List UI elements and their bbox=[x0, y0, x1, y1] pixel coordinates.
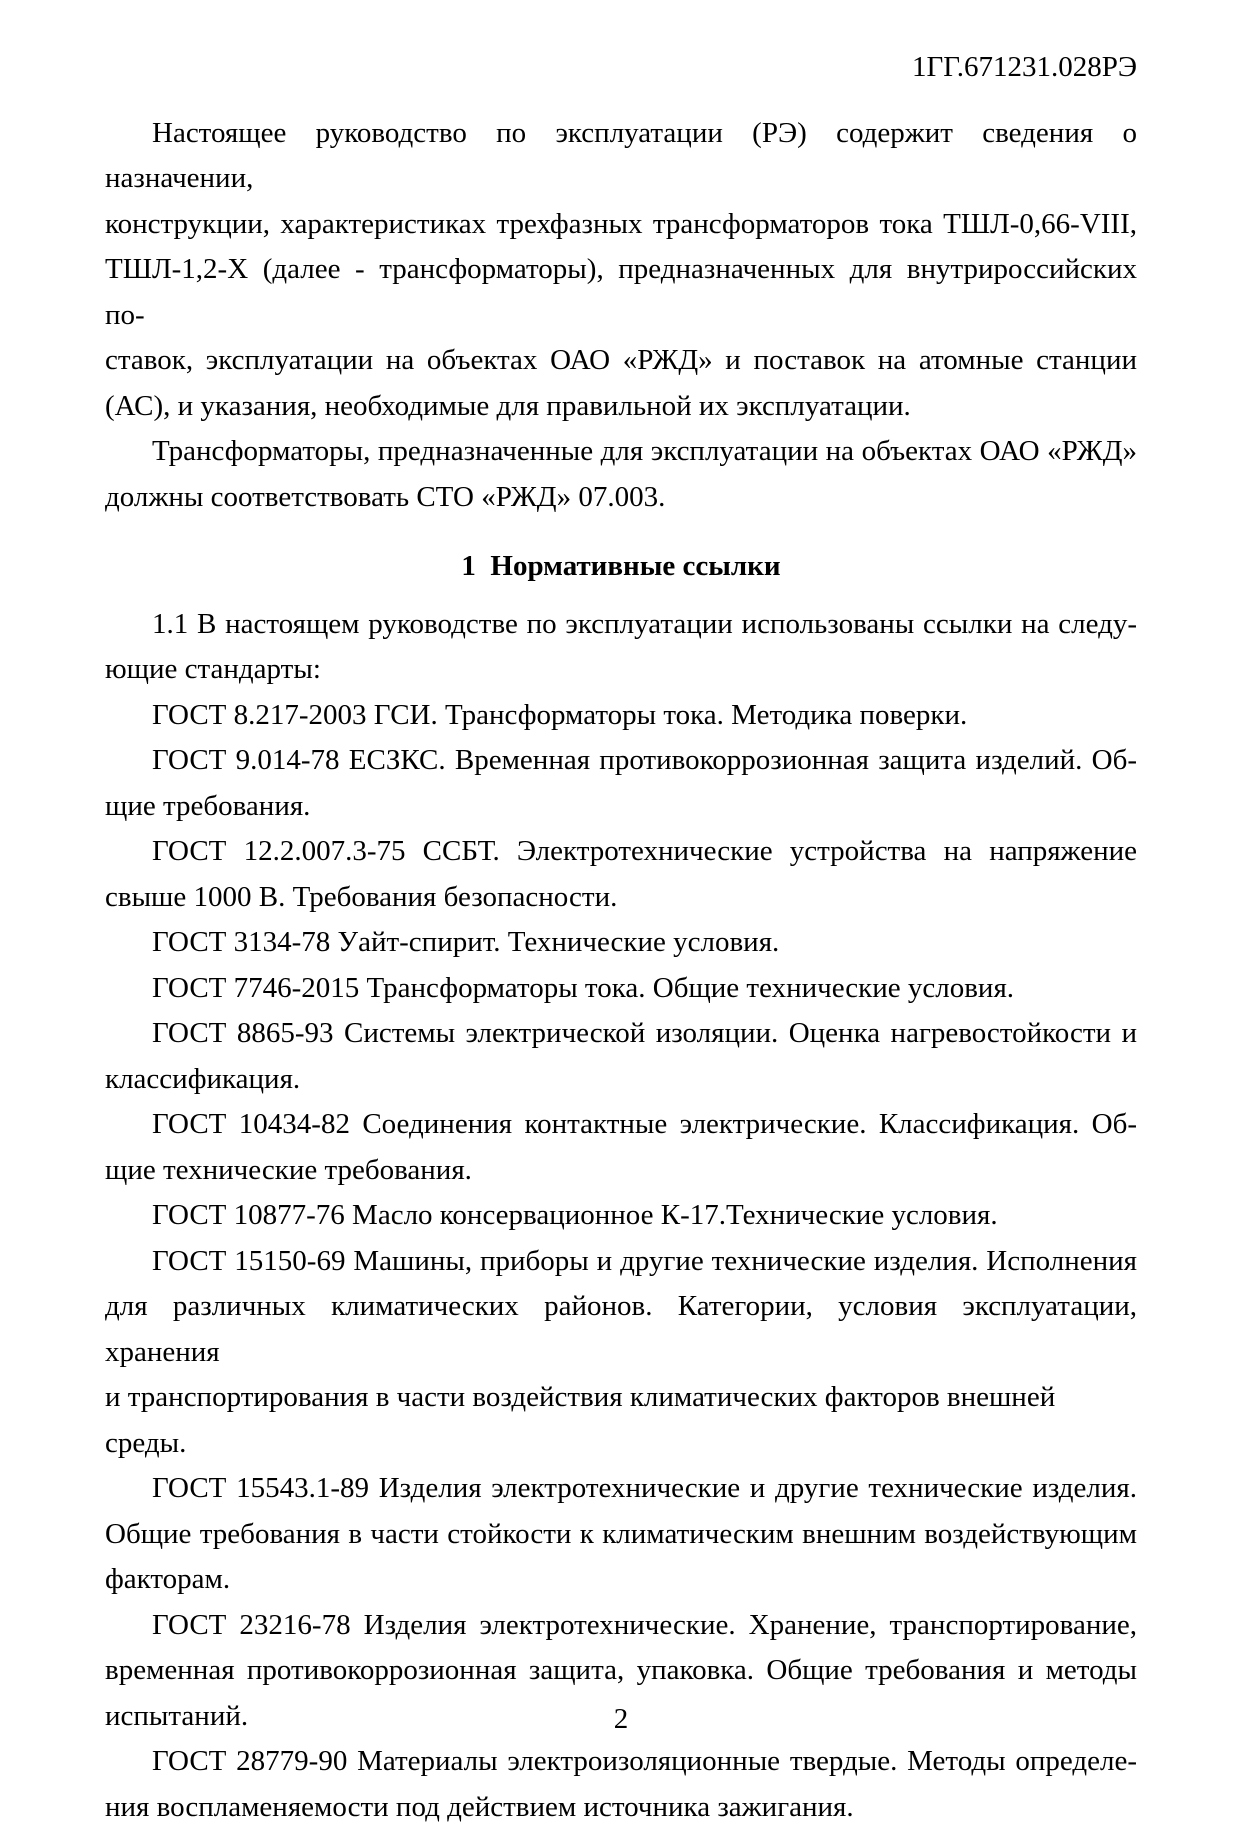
paragraph bbox=[105, 429, 1137, 520]
text-line: ГОСТ 8865-93 Системы электрической изоляции. Оценка нагревостойкости и bbox=[105, 1011, 1137, 1057]
paragraph bbox=[105, 693, 1137, 739]
paragraph bbox=[105, 602, 1137, 693]
text-line: щие технические требования. bbox=[105, 1148, 1137, 1194]
paragraph bbox=[105, 1102, 1137, 1193]
paragraph bbox=[105, 829, 1137, 920]
text-line: для различных климатических районов. Категории, условия эксплуатации, хранения bbox=[105, 1284, 1137, 1375]
text-line: ГОСТ 8.217-2003 ГСИ. Трансформаторы тока. Методика поверки. bbox=[105, 693, 1137, 739]
text-line: 1.1 В настоящем руководстве по эксплуатации использованы ссылки на следу- bbox=[105, 602, 1137, 648]
text-line: Общие требования в части стойкости к климатическим внешним воздействующим bbox=[105, 1512, 1137, 1558]
text-line: ГОСТ 28779-90 Материалы электроизоляционные твердые. Методы определе- bbox=[105, 1739, 1137, 1785]
paragraph bbox=[105, 738, 1137, 829]
paragraph bbox=[105, 1011, 1137, 1102]
paragraph bbox=[105, 966, 1137, 1012]
paragraph bbox=[105, 1466, 1137, 1603]
text-line: ГОСТ 23216-78 Изделия электротехнические. Хранение, транспортирование, bbox=[105, 1603, 1137, 1649]
text-line: временная противокоррозионная защита, упаковка. Общие требования и методы bbox=[105, 1648, 1137, 1694]
text-line: Настоящее руководство по эксплуатации (РЭ) содержит сведения о назначении, bbox=[105, 111, 1137, 202]
text-line: ГОСТ 9.014-78 ЕСЗКС. Временная противокоррозионная защита изделий. Об- bbox=[105, 738, 1137, 784]
text-line: (АС), и указания, необходимые для правильной их эксплуатации. bbox=[105, 384, 1137, 430]
text-line: и транспортирования в части воздействия климатических факторов внешней среды. bbox=[105, 1375, 1137, 1466]
text-line: ГОСТ 7746-2015 Трансформаторы тока. Общие технические условия. bbox=[105, 966, 1137, 1012]
text-line: факторам. bbox=[105, 1557, 1137, 1603]
text-line: ГОСТ 12.2.007.3-75 ССБТ. Электротехнические устройства на напряжение bbox=[105, 829, 1137, 875]
paragraph bbox=[105, 920, 1137, 966]
text-line: ГОСТ 15543.1-89 Изделия электротехнические и другие технические изделия. bbox=[105, 1466, 1137, 1512]
paragraph bbox=[105, 111, 1137, 430]
paragraph bbox=[105, 1739, 1137, 1830]
text-line: щие требования. bbox=[105, 784, 1137, 830]
text-line: ГОСТ 15150-69 Машины, приборы и другие технические изделия. Исполнения bbox=[105, 1239, 1137, 1285]
paragraph bbox=[105, 1239, 1137, 1467]
text-line: ставок, эксплуатации на объектах ОАО «РЖД» и поставок на атомные станции bbox=[105, 338, 1137, 384]
text-line: свыше 1000 В. Требования безопасности. bbox=[105, 875, 1137, 921]
text-line: ГОСТ 3134-78 Уайт-спирит. Технические условия. bbox=[105, 920, 1137, 966]
text-line: Трансформаторы, предназначенные для эксплуатации на объектах ОАО «РЖД» bbox=[105, 429, 1137, 475]
doc-number: 1ГГ.671231.028РЭ bbox=[105, 45, 1137, 91]
section-heading: 1 Нормативные ссылки bbox=[105, 544, 1137, 590]
text-line: ТШЛ-1,2-Х (далее - трансформаторы), предназначенных для внутрироссийских по- bbox=[105, 247, 1137, 338]
page-number: 2 bbox=[105, 1697, 1137, 1743]
text-line: испытаний. bbox=[105, 1694, 1137, 1740]
text-line: ГОСТ 10434-82 Соединения контактные электрические. Классификация. Об- bbox=[105, 1102, 1137, 1148]
text-line: ГОСТ 10877-76 Масло консервационное К-17.Технические условия. bbox=[105, 1193, 1137, 1239]
text-line: должны соответствовать СТО «РЖД» 07.003. bbox=[105, 475, 1137, 521]
document-body bbox=[105, 111, 1137, 1830]
text-line: конструкции, характеристиках трехфазных трансформаторов тока ТШЛ-0,66-VIII, bbox=[105, 202, 1137, 248]
text-line: классификация. bbox=[105, 1057, 1137, 1103]
text-line: ния воспламеняемости под действием источника зажигания. bbox=[105, 1785, 1137, 1830]
document-page bbox=[0, 45, 1241, 1800]
paragraph bbox=[105, 1193, 1137, 1239]
text-line: ющие стандарты: bbox=[105, 647, 1137, 693]
